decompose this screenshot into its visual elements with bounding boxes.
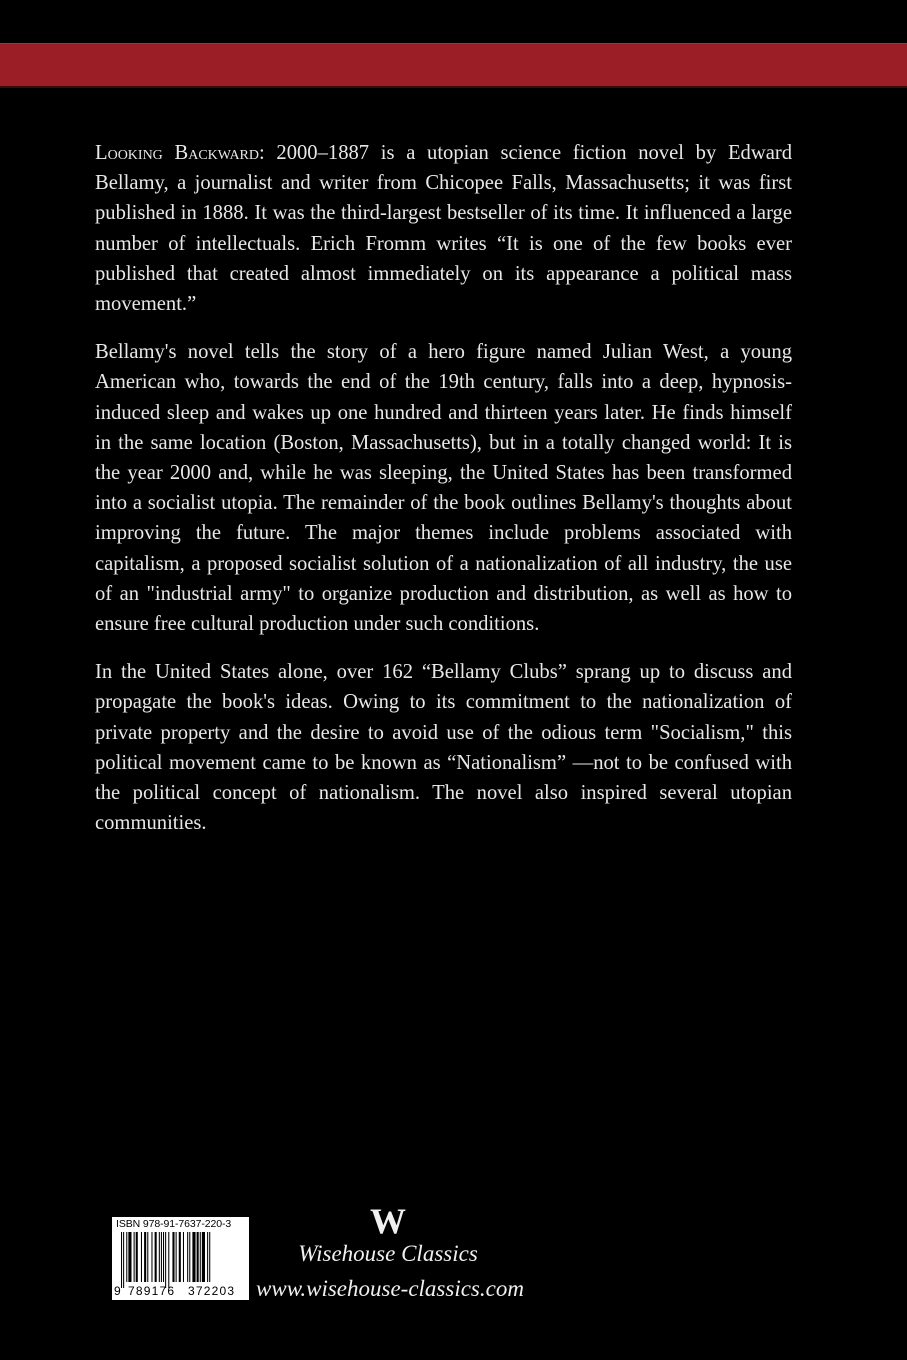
barcode-bar — [200, 1232, 201, 1282]
barcode-bar — [207, 1232, 208, 1282]
barcode-bar — [209, 1232, 210, 1282]
blurb-paragraph-1-text: : 2000–1887 is a utopian science fiction novel by Edward Bellamy, a journalist and writer from Chicopee Falls, Massachusetts; it was first published in 1888. It was the third-largest bestseller of its time. It influenced a large number of intellectuals. Erich Fromm writes “It is one of the few books ever published that created almost immediately on its appearance a political mass movement.” — [95, 142, 792, 316]
barcode-bar — [202, 1232, 205, 1282]
isbn-barcode — [112, 1217, 249, 1300]
barcode-bar — [165, 1232, 166, 1288]
red-header-band — [0, 44, 907, 86]
barcode-bar — [123, 1232, 124, 1288]
publisher-website: www.wisehouse-classics.com — [256, 1276, 524, 1301]
barcode-digit-group-1: 789176 — [128, 1284, 176, 1298]
barcode-bar — [155, 1232, 157, 1282]
wisehouse-logo-icon — [369, 1203, 407, 1239]
publisher-name: Wisehouse Classics — [298, 1241, 478, 1266]
barcode-bar — [126, 1232, 127, 1282]
barcode-bars-icon — [121, 1232, 243, 1288]
barcode-bar — [144, 1232, 146, 1282]
barcode-bar — [179, 1232, 181, 1282]
book-title-smallcaps: Looking Backward — [95, 142, 259, 164]
blurb-paragraph-1 — [95, 138, 792, 319]
barcode-bar — [161, 1232, 162, 1282]
barcode-bar — [134, 1232, 135, 1282]
barcode-bar — [136, 1232, 138, 1282]
barcode-bar — [151, 1232, 152, 1282]
blurb-paragraph-3: In the United States alone, over 162 “Bellamy Clubs” sprang up to discuss and propagate the book's ideas. Owing to its commitment to the nationalization of private property and the desire to avoid use of the odious term "Socialism," this political movement came to be known as “Nationalism” —not to be confused with the political concept of nationalism. The novel also inspired several utopian communities. — [95, 661, 792, 835]
barcode-bar — [163, 1232, 164, 1282]
barcode-bar — [159, 1232, 160, 1282]
barcode-bar — [168, 1232, 169, 1288]
top-black-strip — [0, 0, 907, 44]
barcode-bar — [192, 1232, 195, 1282]
barcode-bar — [197, 1232, 199, 1282]
barcode-bar — [147, 1232, 148, 1282]
barcode-digit-first: 9 — [114, 1284, 121, 1298]
barcode-bar — [187, 1232, 188, 1282]
barcode-bar — [121, 1232, 122, 1288]
barcode-digit-group-2: 372203 — [188, 1284, 236, 1298]
isbn-label: ISBN 978-91-7637-220-3 — [116, 1218, 232, 1230]
blurb-paragraph-2: Bellamy's novel tells the story of a hero figure named Julian West, a young American who, towards the end of the 19th century, falls into a deep, hypnosis-induced sleep and wakes up one hundred and thirteen years later. He finds himself in the same location (Boston, Massachusetts), but in a totally changed world: It is the year 2000 and, while he was sleeping, the United States has been transformed into a socialist utopia. The remainder of the book outlines Bellamy's thoughts about improving the future. The major themes include problems associated with capitalism, a proposed socialist solution of a nationalization of all industry, the use of an "industrial army" to organize production and distribution, as well as how to ensure free cultural production under such conditions. — [95, 341, 792, 636]
barcode-bar — [141, 1232, 142, 1282]
barcode-bar — [176, 1232, 177, 1282]
logo-letter: W — [370, 1203, 406, 1239]
barcode-bar — [172, 1232, 174, 1282]
barcode-bar — [183, 1232, 184, 1282]
back-cover-blurb — [95, 138, 792, 856]
barcode-bar — [128, 1232, 131, 1282]
red-band-shadow — [0, 86, 907, 88]
barcode-bar — [189, 1232, 190, 1282]
